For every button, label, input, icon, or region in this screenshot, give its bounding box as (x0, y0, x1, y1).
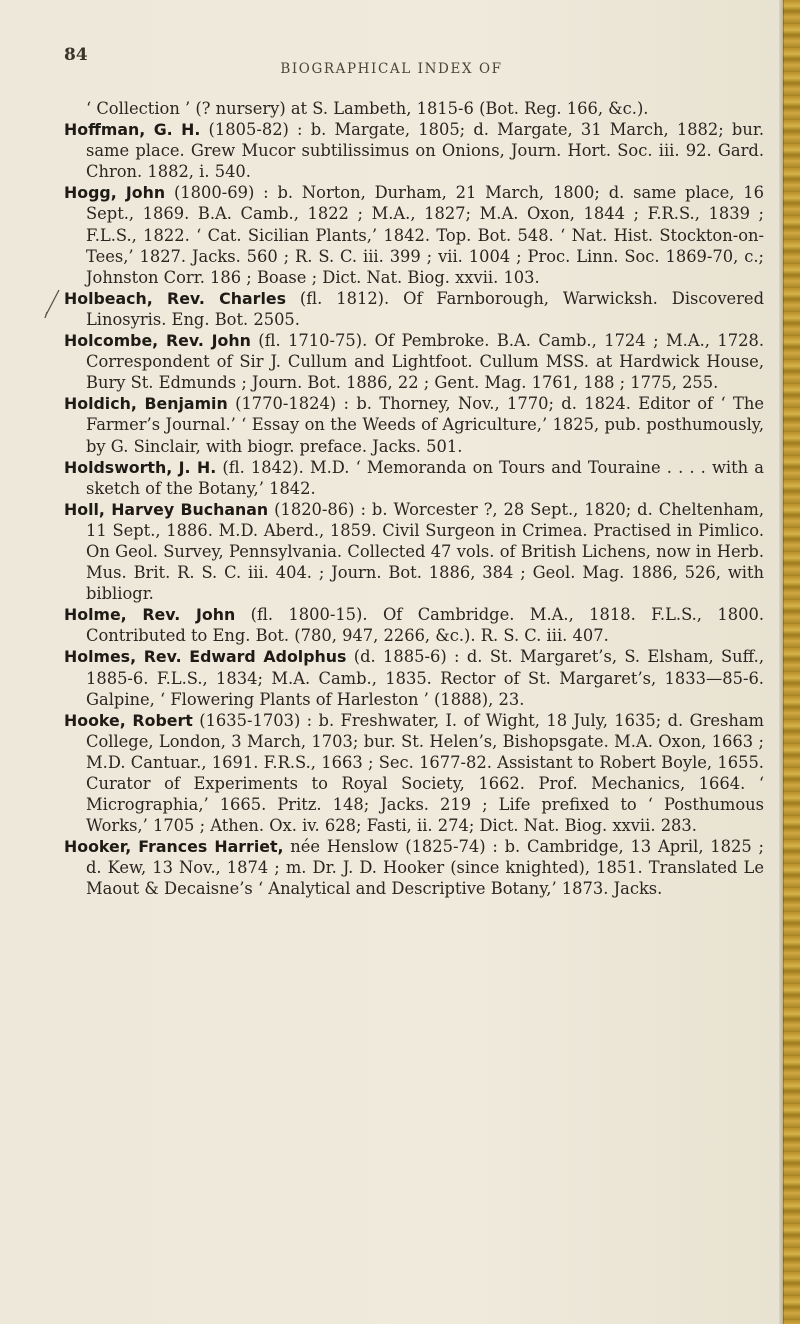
entry-name: Holbeach, Rev. Charles (64, 288, 286, 308)
entry-name: Hooker, Frances Harriet, (64, 837, 284, 857)
entry-text: ‘ Collection ’ (? nursery) at S. Lambeth, 1815-6 (Bot. Reg. 166, &c.). (86, 99, 649, 118)
index-entry-holdsworth (64, 457, 764, 499)
entry-name: Holmes, Rev. Edward Adolphus (64, 647, 347, 667)
entry-text: (1820-86) : b. Worcester ?, 28 Sept., 1820; d. Cheltenham, 11 Sept., 1886. M.D. Aberd., 1859. Civil Surgeon in Crimea. Practised in Pimlico. On Geol. Survey, Pennsylvania. Collected 47 vols. of British Lichens, now in Herb. Mus. Brit. R. S. C. iii. 404. ; Journ. Bot. 1886, 384 ; Geol. Mag. 1886, 526, with bibliogr. (86, 499, 764, 604)
entry-name: Hogg, John (64, 183, 166, 203)
entry-text: (1805-82) : b. Margate, 1805; d. Margate, 31 March, 1882; bur. same place. Grew Mucor subtilissimus on Onions, Journ. Hort. Soc. iii. 92. Gard. Chron. 1882, i. 540. (86, 120, 764, 182)
entry-name: Hooke, Robert (64, 710, 193, 730)
index-entry-hogg (64, 182, 764, 287)
index-entry-hooker (64, 836, 764, 899)
entry-text: née Henslow (1825-74) : b. Cambridge, 13 April, 1825 ; d. Kew, 13 Nov., 1874 ; m. Dr. J. D. Hooker (since knighted), 1851. Translated Le Maout & Decaisne’s ‘ Analytical and Descriptive Botany,’ 1873. Jacks. (86, 837, 764, 899)
entry-name: Holdich, Benjamin (64, 394, 228, 414)
pencil-mark-icon (42, 288, 62, 320)
gilt-page-edge (783, 0, 800, 1324)
index-entry-holcombe (64, 330, 764, 393)
index-entry-collection (64, 98, 764, 119)
entry-name: Holdsworth, J. H. (64, 457, 217, 477)
entry-name: Hoffman, G. H. (64, 120, 201, 140)
page-number: 84 (64, 45, 88, 65)
index-entry-holl (64, 499, 764, 604)
entry-text: (1800-69) : b. Norton, Durham, 21 March, 1800; d. same place, 16 Sept., 1869. B.A. Camb., 1822 ; M.A., 1827; M.A. Oxon, 1844 ; F.R.S., 1839 ; F.L.S., 1822. ‘ Cat. Sicilian Plants,’ 1842. Top. Bot. 548. ‘ Nat. Hist. Stockton-on-Tees,’ 1827. Jacks. 560 ; R. S. C. iii. 399 ; vii. 1004 ; Proc. Linn. Soc. 1869-70, c.; Johnston Corr. 186 ; Boase ; Dict. Nat. Biog. xxvii. 103. (86, 183, 764, 287)
index-entry-holdich (64, 393, 764, 456)
entry-name: Holl, Harvey Buchanan (64, 499, 269, 519)
index-entry-hooke (64, 710, 764, 837)
running-head: BIOGRAPHICAL INDEX OF (280, 61, 503, 77)
entry-text: (fl. 1812). Of Farnborough, Warwicksh. Discovered Linosyris. Eng. Bot. 2505. (86, 288, 764, 329)
entry-name: Holme, Rev. John (64, 605, 236, 625)
entry-text: (fl. 1842). M.D. ‘ Memoranda on Tours and Touraine . . . . with a sketch of the Botany,’ 1842. (86, 457, 764, 498)
entry-text: (fl. 1710-75). Of Pembroke. B.A. Camb., 1724 ; M.A., 1728. Correspondent of Sir J. Cullum and Lightfoot. Cullum MSS. at Hardwick House, Bury St. Edmunds ; Journ. Bot. 1886, 22 ; Gent. Mag. 1761, 188 ; 1775, 255. (86, 331, 764, 393)
index-entry-holmes (64, 646, 764, 709)
entry-text: (fl. 1800-15). Of Cambridge. M.A., 1818. F.L.S., 1800. Contributed to Eng. Bot. (780, 947, 2266, &c.). R. S. C. iii. 407. (86, 605, 764, 646)
index-entry-holme (64, 604, 764, 646)
index-entry-hoffman (64, 119, 764, 182)
index-entry-holbeach (64, 288, 764, 330)
entry-text: (d. 1885-6) : d. St. Margaret’s, S. Elsham, Suff., 1885-6. F.L.S., 1834; M.A. Camb., 1835. Rector of St. Margaret’s, 1833—85-6. Galpine, ‘ Flowering Plants of Harleston ’ (1888), 23. (86, 647, 764, 709)
entry-text: (1770-1824) : b. Thorney, Nov., 1770; d. 1824. Editor of ‘ The Farmer’s Journal.’ ‘ Essay on the Weeds of Agriculture,’ 1825, pub. posthumously, by G. Sinclair, with biogr. preface. Jacks. 501. (86, 394, 764, 456)
index-entries (64, 98, 764, 900)
entry-name: Holcombe, Rev. John (64, 331, 251, 351)
entry-text: (1635-1703) : b. Freshwater, I. of Wight, 18 July, 1635; d. Gresham College, London, 3 March, 1703; bur. St. Helen’s, Bishopsgate. M.A. Oxon, 1663 ; M.D. Cantuar., 1691. F.R.S., 1663 ; Sec. 1677-82. Assistant to Robert Boyle, 1655. Curator of Experiments to Royal Society, 1662. Prof. Mechanics, 1664. ‘ Micrographia,’ 1665. Pritz. 148; Jacks. 219 ; Life prefixed to ‘ Posthumous Works,’ 1705 ; Athen. Ox. iv. 628; Fasti, ii. 274; Dict. Nat. Biog. xxvii. 283. (86, 710, 764, 836)
